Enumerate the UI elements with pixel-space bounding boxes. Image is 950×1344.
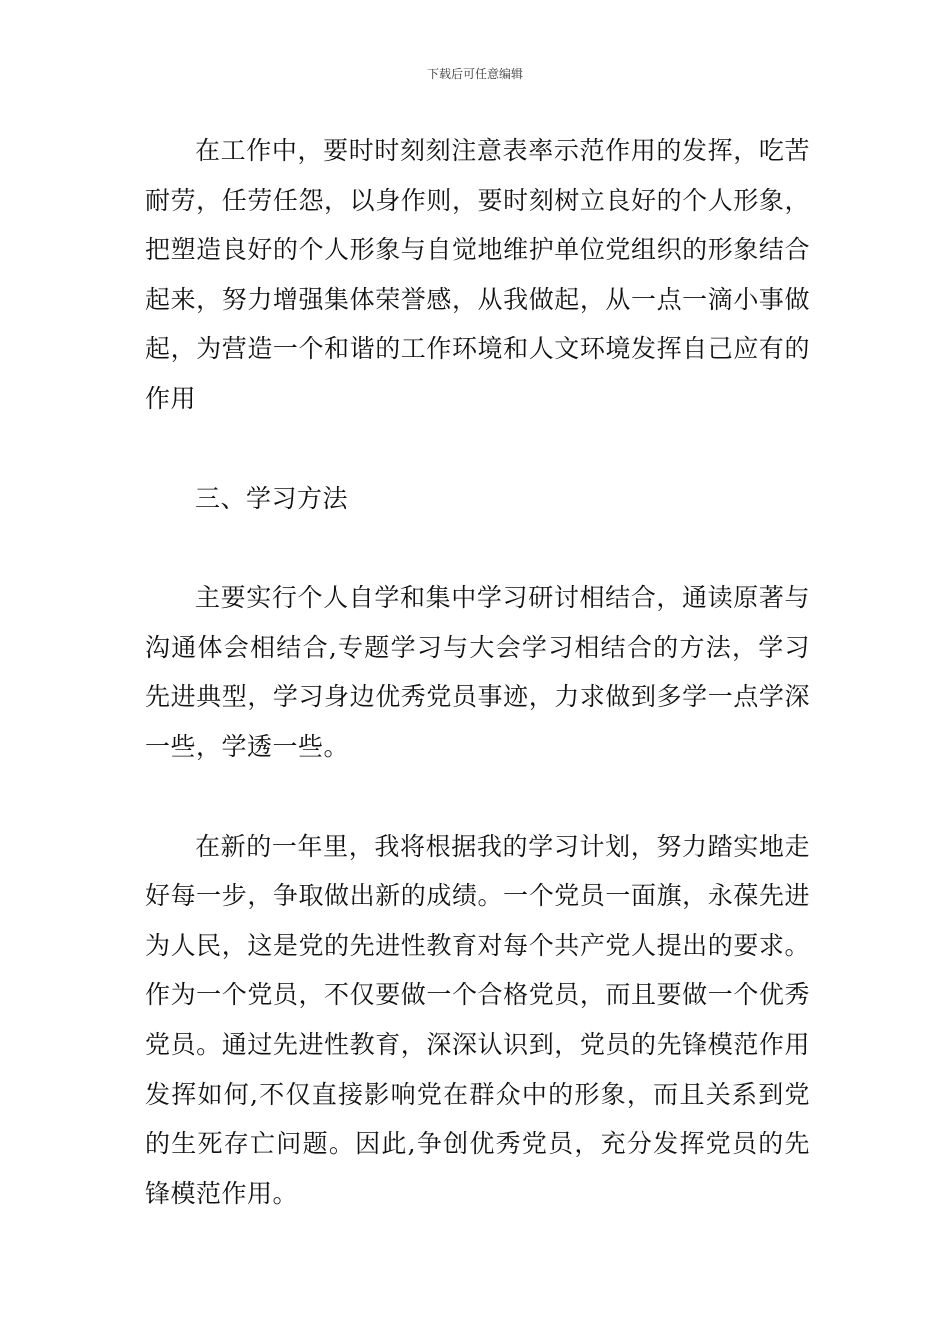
- paragraph-new-year-plan: 在新的一年里，我将根据我的学习计划，努力踏实地走好每一步，争取做出新的成绩。一个党员一面旗，永葆先进为人民，这是党的先进性教育对每个共产党人提出的要求。作为一个党员，不仅要做一个合格党员，而且要做一个优秀党员。通过先进性教育，深深认识到，党员的先锋模范作用发挥如何,不仅直接影响党在群众中的形象，而且关系到党的生死存亡问题。因此,争创优秀党员，充分发挥党员的先锋模范作用。: [145, 831, 810, 1208]
- page-header: 下载后可任意编辑: [426, 67, 523, 81]
- paragraph-gap: [145, 772, 810, 822]
- section-heading-study-methods: 三、学习方法: [195, 483, 349, 513]
- document-body: [145, 126, 810, 1218]
- paragraph-gap: [145, 424, 810, 474]
- paragraph-work-conduct: 在工作中，要时时刻刻注意表率示范作用的发挥，吃苦耐劳，任劳任怨，以身作则，要时刻树立良好的个人形象，把塑造良好的个人形象与自觉地维护单位党组织的形象结合起来，努力增强集体荣誉感，从我做起，从一点一滴小事做起，为营造一个和谐的工作环境和人文环境发挥自己应有的作用: [145, 136, 810, 413]
- paragraph-gap: [145, 523, 810, 573]
- paragraph-study-methods: 主要实行个人自学和集中学习研讨相结合，通读原著与沟通体会相结合,专题学习与大会学习相结合的方法，学习先进典型，学习身边优秀党员事迹，力求做到多学一点学深一些，学透一些。: [145, 583, 810, 761]
